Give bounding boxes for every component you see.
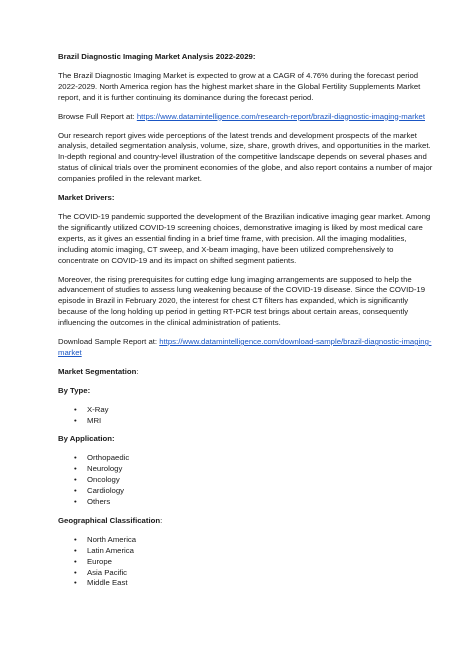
market-drivers-heading: Market Drivers: <box>58 193 115 203</box>
bullet-icon: • <box>74 415 77 425</box>
bullet-icon: • <box>74 534 77 544</box>
list-item <box>58 557 436 568</box>
list-item <box>58 486 436 497</box>
bullet-icon: • <box>74 578 77 588</box>
geo-colon: : <box>160 515 163 525</box>
by-type-heading: By Type: <box>58 385 91 395</box>
document-title: Brazil Diagnostic Imaging Market Analysis 2022-2029: <box>58 52 256 61</box>
list-item <box>58 453 436 464</box>
list-item <box>58 497 436 508</box>
list-item-label: Neurology <box>87 464 123 474</box>
browse-label: Browse Full Report at: <box>58 111 137 121</box>
list-item-label: Oncology <box>87 475 120 485</box>
browse-report-link[interactable]: https://www.datamintelligence.com/research-report/brazil-diagnostic-imaging-market <box>136 111 425 121</box>
list-item <box>58 535 436 546</box>
sample-label: Download Sample Report at: <box>58 337 160 347</box>
list-item-label: Others <box>87 497 111 506</box>
geography-list <box>58 535 436 590</box>
list-item-label: Latin America <box>87 545 134 555</box>
drivers-paragraph-2: Moreover, the rising prerequisites for cutting edge lung imaging arrangements are supposed to help the advancement of studies to assess lung weakening because of the COVID-19 disease. Since the COVID-19 episode in Brazil in February 2020, the interest for chest CT filters has expanded, which is significantly because of the long holding up period in getting RT-PCR test brings about certain areas, consequently influencing the outcomes in the clinical administration of patients. <box>58 274 426 328</box>
list-item-label: X-Ray <box>87 404 109 414</box>
bullet-icon: • <box>74 475 77 485</box>
drivers-paragraph-1: The COVID-19 pandemic supported the development of the Brazilian indicative imaging gear market. Among the significantly utilized COVID-19 screening choices, demonstrative imaging is liked by most medical care experts, as it gives an essential finding in a brief time frame, with precision. All the imaging modalities, including atomic imaging, CT sweep, and X-beam imaging, have been utilized comprehensively to concentrate on COVID-19 and its impact on shifted segment patients. <box>58 211 431 265</box>
list-item <box>58 416 436 427</box>
bullet-icon: • <box>74 453 77 463</box>
list-item <box>58 546 436 557</box>
list-item <box>58 568 436 579</box>
bullet-icon: • <box>74 404 77 414</box>
list-item-label: MRI <box>87 415 102 425</box>
list-item <box>58 405 436 416</box>
list-item-label: Middle East <box>87 578 128 588</box>
list-item <box>58 464 436 475</box>
browse-full-report <box>58 112 436 123</box>
segmentation-colon: : <box>136 366 139 376</box>
bullet-icon: • <box>74 464 77 474</box>
list-item-label: Europe <box>87 556 112 566</box>
download-sample-report <box>58 337 436 359</box>
bullet-icon: • <box>74 497 77 506</box>
list-item-label: Orthopaedic <box>87 453 130 463</box>
by-type-list <box>58 405 436 427</box>
bullet-icon: • <box>74 567 77 577</box>
market-segmentation-heading <box>58 367 436 378</box>
segmentation-heading-text: Market Segmentation <box>58 366 137 376</box>
intro-paragraph: The Brazil Diagnostic Imaging Market is expected to grow at a CAGR of 4.76% during the forecast period 2022-2029. North America region has the highest market share in the Global Fertility Supplements Market report, and it is further continuing its dominance during the forecast period. <box>58 70 421 102</box>
bullet-icon: • <box>74 545 77 555</box>
by-application-list <box>58 453 436 508</box>
bullet-icon: • <box>74 556 77 566</box>
list-item-label: North America <box>87 534 137 544</box>
geographical-classification-heading <box>58 516 436 527</box>
list-item-label: Asia Pacific <box>87 567 128 577</box>
by-application-heading: By Application: <box>58 434 115 444</box>
research-paragraph: Our research report gives wide perceptions of the latest trends and development prospects of the market analysis, detailed segmentation analysis, volume, size, share, growth drives, and opportunities in the market. In-depth regional and country-level illustration of the competitive landscape depends on several phases and status of clinical trials over the prominent economies of the globe, and also report contains a number of major companies profiled in the relevant market. <box>58 130 433 184</box>
sample-report-link[interactable]: https://www.datamintelligence.com/download-sample/brazil-diagnostic-imaging-market <box>58 337 432 357</box>
list-item <box>58 475 436 486</box>
list-item <box>58 578 436 589</box>
list-item-label: Cardiology <box>87 486 125 496</box>
geo-heading-text: Geographical Classification <box>58 515 161 525</box>
bullet-icon: • <box>74 486 77 496</box>
